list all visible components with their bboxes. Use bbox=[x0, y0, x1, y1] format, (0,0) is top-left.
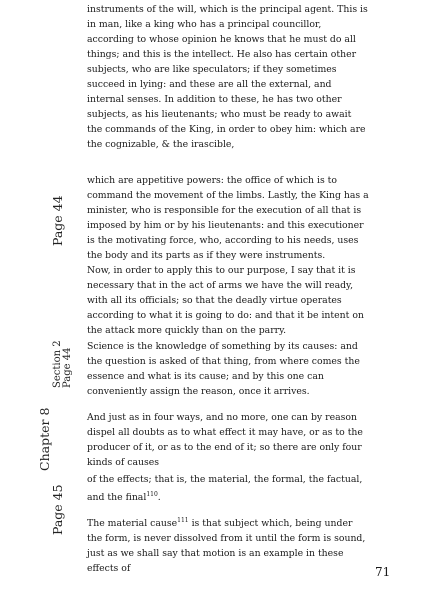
paragraph-4: Science is the knowledge of something by its causes: and the question is asked of that thing, from where comes the essence and what is its cause; and by this one can conveniently assign the reason, once it arrives. bbox=[87, 341, 360, 397]
margin-note-page-44: Page 44 bbox=[50, 195, 65, 246]
page-number: 71 bbox=[375, 565, 391, 579]
footnote-ref-110: 110 bbox=[146, 491, 158, 498]
paragraph-5: And just as in four ways, and no more, one can by reason dispel all doubts as to what effect it may have, or as to the producer of it, or as to the end of it; so there are only four kinds of causes bbox=[87, 412, 363, 468]
margin-note-chapter: Chapter 8 bbox=[37, 407, 52, 471]
paragraph-7 bbox=[87, 513, 369, 576]
paragraph-6: of the effects; that is, the material, the formal, the factual, and the final$^{110}$. bbox=[87, 474, 363, 504]
paragraph-2: which are appetitive powers: the office of which is to command the movement of the limbs. Lastly, the King has a minister, who is responsible for the execution of all that is imposed by him or by his lieutenants: and this executioner is the motivating force, who, according to his needs, uses the body and its parts as if they were instruments. bbox=[87, 175, 369, 261]
paragraph-6-text: of the effects; that is, the material, the formal, the factual, and the final bbox=[87, 474, 363, 504]
paragraph-7-lead: The material cause bbox=[87, 518, 178, 530]
paragraph-3: Now, in order to apply this to our purpose, I say that it is necessary that in the act of arms we have the will ready, with all its officials; so that the deadly virtue operates according to what it is going to do: and that it be intent on the attack more quickly than on the parry. bbox=[87, 265, 364, 336]
footnote-ref-111: 111 bbox=[177, 517, 189, 524]
paragraph-1: instruments of the will, which is the principal agent. This is in man, like a king who has a principal councillor, according to whose opinion he knows that he must do all things; and this is the intellect. He also has certain other subjects, who are like speculators; if they sometimes succeed in lying: and these are all the external, and internal senses. In addition to these, he has two other subjects, as his lieutenants; who must be ready to await the commands of the King, in order to obey him: which are the cognizable, & the irascible, bbox=[87, 4, 368, 150]
margin-note-page-45: Page 45 bbox=[50, 484, 65, 535]
margin-note-page-44-b: Page 44 bbox=[62, 347, 73, 388]
paragraph-7-rest: is that subject which, being under the form, is never dissolved from it until the form is sound, just as we shall say that motion is an example in these effects of bbox=[87, 518, 366, 575]
margin-note-section: Section 2 bbox=[52, 340, 63, 388]
